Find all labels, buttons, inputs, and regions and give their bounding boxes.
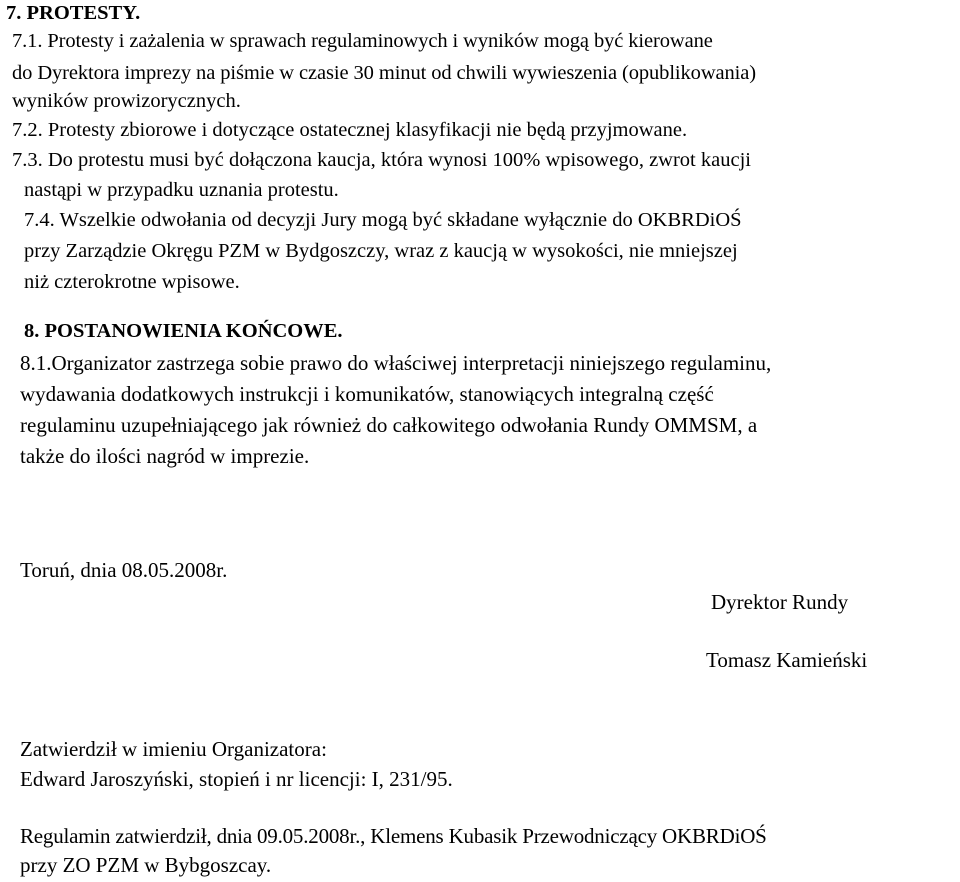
item-7-2-line-1: 7.2. Protesty zbiorowe i dotyczące ostatecznej klasyfikacji nie będą przyjmowane.	[12, 119, 688, 141]
item-7-1-line-1: 7.1. Protesty i zażalenia w sprawach regulaminowych i wyników mogą być kierowane	[12, 30, 713, 52]
item-7-4-line-2: przy Zarządzie Okręgu PZM w Bydgoszczy, wraz z kaucją w wysokości, nie mniejszej	[24, 240, 738, 262]
item-8-1-line-3: regulaminu uzupełniającego jak również do całkowitego odwołania Rundy OMMSM, a	[20, 413, 758, 437]
item-8-1-line-4: także do ilości nagród w imprezie.	[20, 444, 310, 468]
signatory-role: Dyrektor Rundy	[711, 590, 849, 614]
item-7-4-line-3: niż czterokrotne wpisowe.	[24, 271, 240, 293]
section-8-heading: 8. POSTANOWIENIA KOŃCOWE.	[24, 320, 343, 342]
item-7-3-line-1: 7.3. Do protestu musi być dołączona kaucja, która wynosi 100% wpisowego, zwrot kaucji	[12, 149, 751, 171]
approval-line-4: przy ZO PZM w Bybgoszcay.	[20, 853, 272, 877]
item-8-1-line-2: wydawania dodatkowych instrukcji i komunikatów, stanowiących integralną część	[20, 382, 714, 406]
signatory-name: Tomasz Kamieński	[706, 648, 868, 672]
item-7-1-line-3: wyników prowizorycznych.	[12, 90, 241, 112]
approval-line-1: Zatwierdził w imieniu Organizatora:	[20, 737, 327, 761]
item-7-3-line-2: nastąpi w przypadku uznania protestu.	[24, 179, 339, 201]
item-7-1-line-2: do Dyrektora imprezy na piśmie w czasie 30 minut od chwili wywieszenia (opublikowania)	[12, 62, 756, 84]
place-date: Toruń, dnia 08.05.2008r.	[20, 558, 228, 582]
approval-line-2: Edward Jaroszyński, stopień i nr licencji: I, 231/95.	[20, 767, 453, 791]
approval-line-3: Regulamin zatwierdził, dnia 09.05.2008r., Klemens Kubasik Przewodniczący OKBRDiOŚ	[20, 824, 767, 848]
section-7-heading: 7. PROTESTY.	[6, 2, 141, 24]
item-8-1-line-1: 8.1.Organizator zastrzega sobie prawo do właściwej interpretacji niniejszego regulaminu,	[20, 351, 772, 375]
item-7-4-line-1: 7.4. Wszelkie odwołania od decyzji Jury mogą być składane wyłącznie do OKBRDiOŚ	[24, 209, 742, 231]
